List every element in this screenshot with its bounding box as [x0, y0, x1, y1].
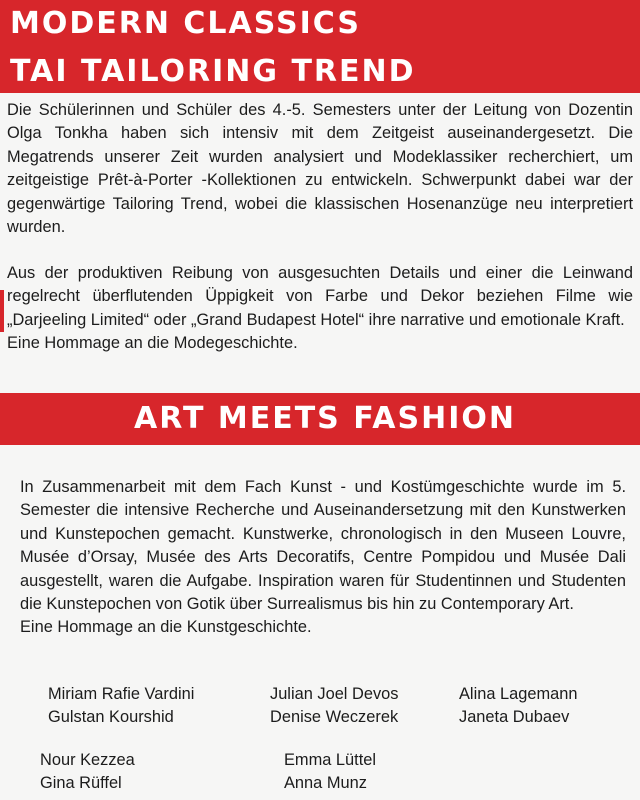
student-name: Denise Weczerek	[270, 708, 399, 726]
section-title-modern-classics: MODERN CLASSICS	[10, 6, 361, 41]
student-names-column	[459, 683, 577, 729]
art-history-tagline: Eine Hommage an die Kunstgeschichte.	[20, 618, 312, 637]
student-names-column	[48, 683, 194, 729]
student-names-column	[270, 683, 398, 729]
intro-paragraph: Die Schülerinnen und Schüler des 4.-5. Semesters unter der Leitung von Dozentin Olga Tonkha haben sich intensiv mit dem Zeitgeist auseinandergesetzt. Die Megatrends unserer Zeit wurden analysiert und Modeklassiker recherchiert, um zeitgeistige Prêt-à-Porter -Kollektionen zu entwickeln. Schwerpunkt dabei war der gegenwärtige Tailoring Trend, wobei die klassischen Hosenanzüge neu interpretiert wurden.	[7, 101, 633, 237]
student-name: Gina Rüffel	[40, 774, 122, 792]
red-margin-accent	[0, 290, 4, 332]
art-meets-fashion-banner	[0, 393, 640, 445]
student-names-column	[284, 749, 376, 795]
student-name: Nour Kezzea	[40, 751, 135, 769]
film-paragraph	[7, 262, 633, 356]
modern-classics-banner	[0, 0, 640, 93]
student-name: Janeta Dubaev	[459, 708, 570, 726]
section-title-art-meets-fashion: ART MEETS FASHION	[134, 401, 516, 436]
student-name: Emma Lüttel	[284, 751, 377, 769]
art-paragraph-text: In Zusammenarbeit mit dem Fach Kunst - und Kostümgeschichte wurde im 5. Semester die intensive Recherche und Auseinandersetzung mit den Kunstwerken und Kunstepochen gemacht. Kunstwerke, chronologisch in den Museen Louvre, Musée d’Orsay, Musée des Arts Decoratifs, Centre Pompidou und Musée Dali ausgestellt, waren die Aufgabe. Inspiration waren für Studentinnen und Studenten die Kunstepochen von Gotik über Surrealismus bis hin zu Contemporary Art.	[20, 478, 626, 614]
student-name: Gulstan Kourshid	[48, 708, 174, 726]
fashion-history-tagline: Eine Hommage an die Modegeschichte.	[7, 334, 298, 353]
art-paragraph	[20, 476, 626, 640]
section-subtitle-tailoring-trend: TAI TAILORING TREND	[10, 54, 416, 89]
student-name: Julian Joel Devos	[270, 685, 399, 703]
student-name: Anna Munz	[284, 774, 367, 792]
film-paragraph-text: Aus der produktiven Reibung von ausgesuchten Details und einer die Leinwand regelrecht überflutenden Üppigkeit von Farbe und Dekor beziehen Filme wie „Darjeeling Limited“ oder „Grand Budapest Hotel“ ihre narrative und emotionale Kraft.	[7, 264, 633, 329]
student-names-column	[40, 749, 135, 795]
student-name: Alina Lagemann	[459, 685, 578, 703]
student-name: Miriam Rafie Vardini	[48, 685, 195, 703]
